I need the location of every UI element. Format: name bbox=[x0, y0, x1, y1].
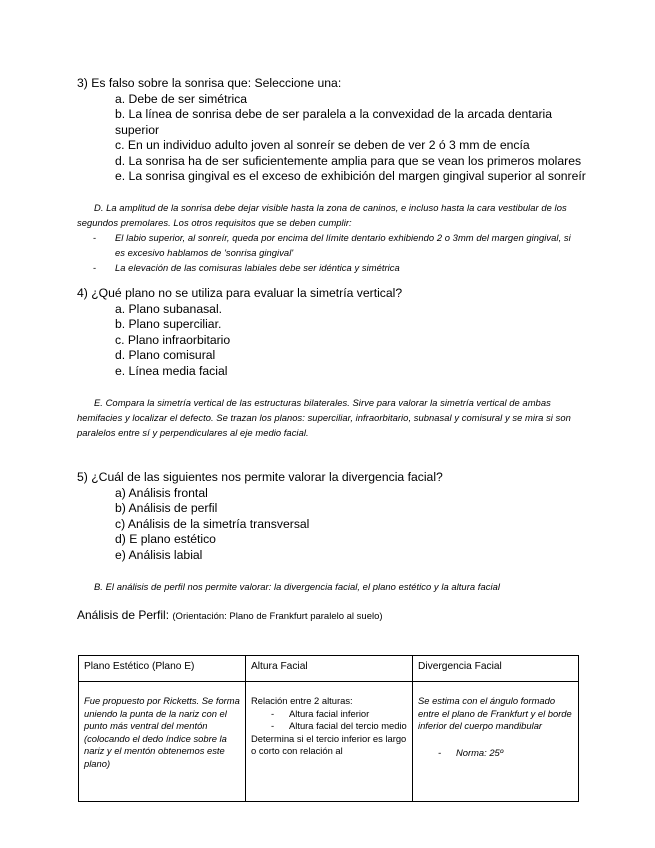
question-4 bbox=[77, 286, 402, 379]
question-5-answer bbox=[77, 579, 577, 594]
question-4-answer-text: E. Compara la simetría vertical de las estructuras bilaterales. Sirve para valorar la simetría vertical de ambas hemifacies y localizar el defecto. Se trazan los planos: superciliar, infraorbitario, subnasal y comisural y se mira si son paralelos entre sí y perpendiculares al eje medio facial. bbox=[77, 397, 571, 438]
question-3-option-d: d. La sonrisa ha de ser suficientemente amplia para que se vean los primeros molares bbox=[115, 153, 582, 168]
altura-outro: Determina si el tercio inferior es largo o corto con relación al bbox=[251, 732, 407, 756]
question-5-answer-text: B. El análisis de perfil nos permite valorar: la divergencia facial, el plano estético y la altura facial bbox=[94, 581, 500, 592]
list-item-text: Norma: 25º bbox=[456, 746, 504, 758]
question-5-text: 5) ¿Cuál de las siguientes nos permite valorar la divergencia facial? bbox=[77, 470, 443, 484]
question-3-answer-list bbox=[77, 230, 577, 275]
question-4-option-c: c. Plano infraorbitario bbox=[115, 332, 231, 347]
list-item-text: Altura facial del tercio medio bbox=[289, 720, 407, 731]
question-3-option-c: c. En un individuo adulto joven al sonreír se deben de ver 2 ó 3 mm de encía bbox=[115, 138, 530, 152]
list-item bbox=[77, 230, 577, 260]
question-5-option-d: d) E plano estético bbox=[115, 532, 216, 546]
question-5-option-e: e) Análisis labial bbox=[115, 547, 203, 562]
list-item: - Altura facial del tercio medio bbox=[271, 720, 407, 731]
divergencia-text: Se estima con el ángulo formado entre el plano de Frankfurt y el borde inferior del cuerpo mandibular bbox=[418, 695, 572, 731]
list-item bbox=[77, 260, 577, 275]
question-4-option-d: d. Plano comisural bbox=[115, 348, 216, 362]
question-5-option-a: a) Análisis frontal bbox=[115, 485, 208, 500]
question-4-text: 4) ¿Qué plano no se utiliza para evaluar la simetría vertical? bbox=[77, 286, 403, 300]
question-3-option-b: b. La línea de sonrisa debe de ser paralela a la convexidad de la arcada dentaria bbox=[115, 107, 553, 121]
list-item-text: El labio superior, al sonreír, queda por encima del límite dentario exhibiendo 2 o 3mm del margen gingival, si es excesivo hablamos de 'sonrisa gingival' bbox=[115, 232, 571, 258]
table-cell-altura-facial bbox=[246, 682, 413, 802]
bullet-marker: - bbox=[93, 262, 97, 273]
section-title-text: Análisis de Perfil: bbox=[77, 608, 170, 622]
question-3-text: 3) Es falso sobre la sonrisa que: Seleccione una: bbox=[77, 76, 342, 90]
bullet-marker: - bbox=[93, 232, 97, 243]
question-3 bbox=[77, 76, 586, 185]
question-3-option-e: e. La sonrisa gingival es el exceso de exhibición del margen gingival superior al sonreír bbox=[115, 169, 586, 183]
question-4-answer bbox=[77, 395, 577, 440]
question-3-answer bbox=[77, 200, 577, 275]
altura-list bbox=[251, 708, 407, 733]
question-4-option-a: a. Plano subanasal. bbox=[115, 301, 223, 316]
list-item-text: La elevación de las comisuras labiales debe ser idéntica y simétrica bbox=[115, 262, 400, 273]
profile-analysis-table bbox=[78, 655, 579, 802]
table-header-cell: Plano Estético (Plano E) bbox=[79, 656, 246, 682]
table-cell-divergencia-facial bbox=[413, 682, 579, 802]
question-3-option-b-cont: superior bbox=[115, 122, 160, 137]
question-4-option-b: b. Plano superciliar. bbox=[115, 317, 222, 331]
divergencia-list bbox=[418, 747, 573, 760]
table-cell-plano-estetico: Fue propuesto por Ricketts. Se forma uniendo la punta de la nariz con el punto más ventral del mentón (colocando el dedo índice sobre la nariz y el mentón obtenemos este plano) bbox=[79, 682, 246, 802]
table-header-row bbox=[79, 656, 579, 682]
section-subtitle: (Orientación: Plano de Frankfurt paralelo al suelo) bbox=[172, 611, 383, 622]
table-row bbox=[79, 682, 579, 802]
question-5 bbox=[77, 470, 443, 563]
table-header-cell: Divergencia Facial bbox=[413, 656, 579, 682]
question-5-option-c: c) Análisis de la simetría transversal bbox=[115, 516, 310, 531]
list-item: - Norma: 25º bbox=[438, 746, 504, 758]
question-3-answer-lead: D. La amplitud de la sonrisa debe dejar visible hasta la zona de caninos, e incluso hasta la cara vestibular de los segundos premolares. Los otros requisitos que se deben cumplir: bbox=[77, 202, 567, 228]
question-4-option-e: e. Línea media facial bbox=[115, 363, 228, 378]
question-3-option-a: a. Debe de ser simétrica bbox=[115, 91, 248, 106]
altura-intro: Relación entre 2 alturas: bbox=[251, 695, 353, 706]
table-header-cell: Altura Facial bbox=[246, 656, 413, 682]
list-item: - Altura facial inferior bbox=[271, 707, 370, 719]
list-item-text: Altura facial inferior bbox=[289, 707, 370, 719]
question-5-option-b: b) Análisis de perfil bbox=[115, 501, 218, 515]
section-title bbox=[77, 608, 383, 622]
